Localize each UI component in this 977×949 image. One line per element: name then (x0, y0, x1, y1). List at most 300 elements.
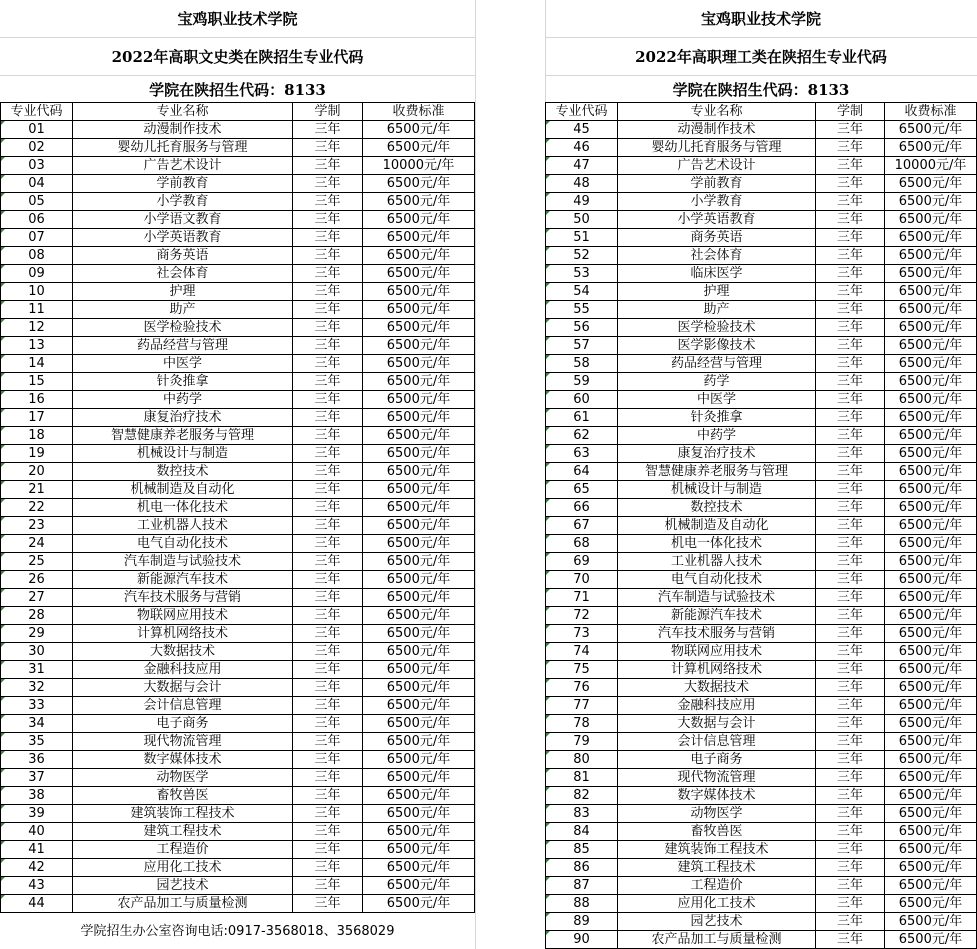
table-row (546, 373, 977, 391)
code-cell: 64 (546, 463, 618, 481)
table-row (1, 625, 475, 643)
table-row (546, 679, 977, 697)
duration-cell: 三年 (293, 571, 363, 589)
fee-cell: 6500元/年 (885, 121, 977, 139)
sheet-subtitle: 2022年高职文史类在陕招生专业代码 (0, 38, 475, 76)
table-row (1, 319, 475, 337)
code-cell: 51 (546, 229, 618, 247)
code-cell: 65 (546, 481, 618, 499)
code-cell: 11 (1, 301, 73, 319)
duration-cell: 三年 (293, 121, 363, 139)
fee-cell: 6500元/年 (885, 175, 977, 193)
fee-cell: 6500元/年 (363, 355, 475, 373)
table-row (546, 319, 977, 337)
code-cell: 33 (1, 697, 73, 715)
fee-cell: 6500元/年 (363, 805, 475, 823)
code-cell: 36 (1, 751, 73, 769)
table-row (1, 859, 475, 877)
duration-cell: 三年 (293, 229, 363, 247)
major-name-cell: 社会体育 (618, 247, 816, 265)
code-cell: 23 (1, 517, 73, 535)
duration-cell: 三年 (293, 733, 363, 751)
code-cell: 42 (1, 859, 73, 877)
code-cell: 34 (1, 715, 73, 733)
major-name-cell: 动漫制作技术 (73, 121, 293, 139)
table-row (546, 697, 977, 715)
duration-cell: 三年 (816, 193, 885, 211)
fee-cell: 6500元/年 (885, 265, 977, 283)
duration-cell: 三年 (816, 931, 885, 949)
duration-cell: 三年 (293, 373, 363, 391)
major-name-cell: 数控技术 (618, 499, 816, 517)
fee-cell: 6500元/年 (885, 283, 977, 301)
major-name-cell: 中药学 (618, 427, 816, 445)
table-row (1, 265, 475, 283)
table-row (1, 571, 475, 589)
table-row (546, 553, 977, 571)
table-row (1, 247, 475, 265)
code-cell: 62 (546, 427, 618, 445)
major-name-cell: 助产 (73, 301, 293, 319)
fee-cell: 6500元/年 (885, 679, 977, 697)
duration-cell: 三年 (816, 139, 885, 157)
fee-cell: 6500元/年 (363, 265, 475, 283)
major-name-cell: 计算机网络技术 (73, 625, 293, 643)
code-cell: 25 (1, 553, 73, 571)
duration-cell: 三年 (816, 553, 885, 571)
table-row (546, 229, 977, 247)
major-name-cell: 小学教育 (73, 193, 293, 211)
major-name-cell: 农产品加工与质量检测 (618, 931, 816, 949)
duration-cell: 三年 (816, 805, 885, 823)
duration-cell: 三年 (816, 859, 885, 877)
fee-cell: 6500元/年 (363, 661, 475, 679)
major-name-cell: 助产 (618, 301, 816, 319)
major-name-cell: 康复治疗技术 (618, 445, 816, 463)
duration-cell: 三年 (293, 319, 363, 337)
table-row (1, 679, 475, 697)
table-row (546, 265, 977, 283)
major-name-cell: 新能源汽车技术 (73, 571, 293, 589)
fee-cell: 6500元/年 (363, 427, 475, 445)
code-cell: 01 (1, 121, 73, 139)
fee-cell: 6500元/年 (885, 355, 977, 373)
table-row (1, 517, 475, 535)
major-name-cell: 广告艺术设计 (618, 157, 816, 175)
code-cell: 57 (546, 337, 618, 355)
duration-cell: 三年 (293, 769, 363, 787)
table-row (546, 193, 977, 211)
duration-cell: 三年 (816, 499, 885, 517)
code-cell: 46 (546, 139, 618, 157)
code-cell: 05 (1, 193, 73, 211)
duration-cell: 三年 (293, 211, 363, 229)
duration-cell: 三年 (816, 589, 885, 607)
major-name-cell: 大数据技术 (618, 679, 816, 697)
major-name-cell: 数控技术 (73, 463, 293, 481)
code-cell: 67 (546, 517, 618, 535)
duration-cell: 三年 (816, 463, 885, 481)
table-row (546, 121, 977, 139)
code-cell: 21 (1, 481, 73, 499)
duration-cell: 三年 (816, 373, 885, 391)
major-name-cell: 工程造价 (618, 877, 816, 895)
code-cell: 52 (546, 247, 618, 265)
duration-cell: 三年 (293, 517, 363, 535)
major-name-cell: 广告艺术设计 (73, 157, 293, 175)
code-cell: 80 (546, 751, 618, 769)
major-name-cell: 机电一体化技术 (618, 535, 816, 553)
code-cell: 29 (1, 625, 73, 643)
duration-cell: 三年 (816, 571, 885, 589)
code-cell: 66 (546, 499, 618, 517)
duration-cell: 三年 (293, 895, 363, 913)
table-row (1, 175, 475, 193)
fee-cell: 6500元/年 (363, 373, 475, 391)
table-row (1, 877, 475, 895)
duration-cell: 三年 (293, 139, 363, 157)
code-cell: 24 (1, 535, 73, 553)
table-row (1, 427, 475, 445)
duration-cell: 三年 (816, 643, 885, 661)
code-cell: 82 (546, 787, 618, 805)
table-row (1, 535, 475, 553)
header-duration: 学制 (816, 103, 885, 121)
duration-cell: 三年 (816, 427, 885, 445)
code-cell: 28 (1, 607, 73, 625)
fee-cell: 6500元/年 (363, 751, 475, 769)
fee-cell: 6500元/年 (885, 193, 977, 211)
duration-cell: 三年 (293, 697, 363, 715)
major-name-cell: 应用化工技术 (618, 895, 816, 913)
table-row (546, 589, 977, 607)
duration-cell: 三年 (816, 679, 885, 697)
school-title: 宝鸡职业技术学院 (0, 0, 475, 38)
major-name-cell: 机械设计与制造 (618, 481, 816, 499)
fee-cell: 6500元/年 (885, 427, 977, 445)
table-row (546, 751, 977, 769)
table-row (1, 121, 475, 139)
major-name-cell: 金融科技应用 (618, 697, 816, 715)
duration-cell: 三年 (816, 769, 885, 787)
fee-cell: 6500元/年 (363, 517, 475, 535)
code-cell: 37 (1, 769, 73, 787)
duration-cell: 三年 (293, 589, 363, 607)
major-name-cell: 汽车技术服务与营销 (73, 589, 293, 607)
code-cell: 88 (546, 895, 618, 913)
major-name-cell: 畜牧兽医 (73, 787, 293, 805)
code-cell: 39 (1, 805, 73, 823)
major-name-cell: 物联网应用技术 (618, 643, 816, 661)
code-cell: 74 (546, 643, 618, 661)
table-row (1, 157, 475, 175)
code-cell: 13 (1, 337, 73, 355)
table-row (546, 409, 977, 427)
table-row (546, 445, 977, 463)
fee-cell: 6500元/年 (885, 787, 977, 805)
table-row (546, 895, 977, 913)
fee-cell: 6500元/年 (363, 733, 475, 751)
fee-cell: 6500元/年 (363, 463, 475, 481)
fee-cell: 6500元/年 (363, 193, 475, 211)
fee-cell: 6500元/年 (885, 391, 977, 409)
code-cell: 49 (546, 193, 618, 211)
code-cell: 40 (1, 823, 73, 841)
fee-cell: 6500元/年 (363, 139, 475, 157)
duration-cell: 三年 (293, 337, 363, 355)
code-cell: 75 (546, 661, 618, 679)
duration-cell: 三年 (293, 607, 363, 625)
major-name-cell: 工业机器人技术 (73, 517, 293, 535)
code-cell: 90 (546, 931, 618, 949)
major-name-cell: 金融科技应用 (73, 661, 293, 679)
major-name-cell: 建筑工程技术 (618, 859, 816, 877)
major-name-cell: 汽车制造与试验技术 (618, 589, 816, 607)
duration-cell: 三年 (816, 211, 885, 229)
major-name-cell: 动物医学 (73, 769, 293, 787)
fee-cell: 6500元/年 (885, 697, 977, 715)
code-cell: 71 (546, 589, 618, 607)
code-cell: 83 (546, 805, 618, 823)
major-name-cell: 园艺技术 (618, 913, 816, 931)
fee-cell: 6500元/年 (885, 841, 977, 859)
fee-cell: 6500元/年 (885, 895, 977, 913)
duration-cell: 三年 (293, 625, 363, 643)
duration-cell: 三年 (293, 859, 363, 877)
table-row (1, 409, 475, 427)
duration-cell: 三年 (293, 247, 363, 265)
major-name-cell: 大数据技术 (73, 643, 293, 661)
table-row (1, 445, 475, 463)
fee-cell: 6500元/年 (885, 499, 977, 517)
table-row (1, 481, 475, 499)
fee-cell: 6500元/年 (363, 445, 475, 463)
table-row (546, 463, 977, 481)
table-row (1, 337, 475, 355)
table-row (546, 805, 977, 823)
duration-cell: 三年 (293, 355, 363, 373)
table-row (546, 877, 977, 895)
fee-cell: 6500元/年 (363, 499, 475, 517)
major-name-cell: 建筑装饰工程技术 (73, 805, 293, 823)
table-row (546, 661, 977, 679)
fee-cell: 6500元/年 (363, 409, 475, 427)
table-row (1, 607, 475, 625)
table-row (1, 301, 475, 319)
fee-cell: 6500元/年 (363, 319, 475, 337)
major-name-cell: 针灸推拿 (618, 409, 816, 427)
duration-cell: 三年 (816, 157, 885, 175)
major-name-cell: 商务英语 (618, 229, 816, 247)
major-name-cell: 动漫制作技术 (618, 121, 816, 139)
table-row (546, 391, 977, 409)
table-row (546, 517, 977, 535)
code-cell: 41 (1, 841, 73, 859)
major-name-cell: 电子商务 (618, 751, 816, 769)
fee-cell: 6500元/年 (885, 589, 977, 607)
duration-cell: 三年 (293, 751, 363, 769)
fee-cell: 6500元/年 (363, 553, 475, 571)
code-cell: 22 (1, 499, 73, 517)
table-row (1, 895, 475, 913)
code-cell: 77 (546, 697, 618, 715)
major-name-cell: 学前教育 (73, 175, 293, 193)
contact-phone-footer: 学院招生办公室咨询电话:0917-3568018、3568029 (80, 924, 395, 939)
sheet-subtitle: 2022年高职理工类在陕招生专业代码 (545, 38, 977, 76)
table-row (546, 931, 977, 949)
table-row (546, 283, 977, 301)
code-cell: 35 (1, 733, 73, 751)
major-name-cell: 临床医学 (618, 265, 816, 283)
duration-cell: 三年 (816, 283, 885, 301)
code-cell: 31 (1, 661, 73, 679)
fee-cell: 6500元/年 (885, 643, 977, 661)
code-cell: 60 (546, 391, 618, 409)
code-cell: 27 (1, 589, 73, 607)
duration-cell: 三年 (293, 175, 363, 193)
major-name-cell: 医学检验技术 (73, 319, 293, 337)
major-name-cell: 大数据与会计 (73, 679, 293, 697)
table-row (546, 247, 977, 265)
duration-cell: 三年 (293, 715, 363, 733)
fee-cell: 6500元/年 (885, 715, 977, 733)
code-cell: 32 (1, 679, 73, 697)
major-name-cell: 药学 (618, 373, 816, 391)
fee-cell: 6500元/年 (363, 571, 475, 589)
table-row (1, 643, 475, 661)
duration-cell: 三年 (816, 733, 885, 751)
major-name-cell: 畜牧兽医 (618, 823, 816, 841)
fee-cell: 6500元/年 (885, 373, 977, 391)
code-cell: 59 (546, 373, 618, 391)
table-row (546, 175, 977, 193)
major-name-cell: 电气自动化技术 (618, 571, 816, 589)
major-name-cell: 会计信息管理 (73, 697, 293, 715)
code-cell: 56 (546, 319, 618, 337)
major-name-cell: 计算机网络技术 (618, 661, 816, 679)
table-row (546, 211, 977, 229)
fee-cell: 6500元/年 (885, 229, 977, 247)
table-row (1, 841, 475, 859)
code-cell: 10 (1, 283, 73, 301)
header-fee: 收费标准 (885, 103, 977, 121)
table-row (1, 751, 475, 769)
code-cell: 87 (546, 877, 618, 895)
major-name-cell: 小学教育 (618, 193, 816, 211)
major-code-table (0, 102, 475, 913)
code-cell: 61 (546, 409, 618, 427)
major-name-cell: 大数据与会计 (618, 715, 816, 733)
major-name-cell: 现代物流管理 (73, 733, 293, 751)
fee-cell: 6500元/年 (363, 391, 475, 409)
major-name-cell: 机械制造及自动化 (73, 481, 293, 499)
code-cell: 63 (546, 445, 618, 463)
header-fee: 收费标准 (363, 103, 475, 121)
code-cell: 14 (1, 355, 73, 373)
fee-cell: 6500元/年 (885, 337, 977, 355)
school-title: 宝鸡职业技术学院 (545, 0, 977, 38)
table-row (546, 823, 977, 841)
fee-cell: 6500元/年 (363, 877, 475, 895)
major-name-cell: 农产品加工与质量检测 (73, 895, 293, 913)
table-row (1, 373, 475, 391)
table-row (1, 697, 475, 715)
header-code: 专业代码 (546, 103, 618, 121)
code-cell: 08 (1, 247, 73, 265)
major-name-cell: 建筑工程技术 (73, 823, 293, 841)
fee-cell: 6500元/年 (363, 337, 475, 355)
major-name-cell: 数字媒体技术 (73, 751, 293, 769)
table-row (546, 571, 977, 589)
duration-cell: 三年 (816, 823, 885, 841)
duration-cell: 三年 (816, 877, 885, 895)
code-cell: 30 (1, 643, 73, 661)
table-row (546, 337, 977, 355)
fee-cell: 6500元/年 (885, 805, 977, 823)
fee-cell: 6500元/年 (885, 247, 977, 265)
major-name-cell: 电子商务 (73, 715, 293, 733)
fee-cell: 6500元/年 (885, 661, 977, 679)
code-cell: 09 (1, 265, 73, 283)
major-name-cell: 小学英语教育 (73, 229, 293, 247)
major-name-cell: 智慧健康养老服务与管理 (73, 427, 293, 445)
table-row (546, 769, 977, 787)
code-cell: 81 (546, 769, 618, 787)
major-name-cell: 康复治疗技术 (73, 409, 293, 427)
enrollment-code-line: 学院在陕招生代码：8133 (672, 80, 850, 99)
table-row (546, 859, 977, 877)
major-name-cell: 建筑装饰工程技术 (618, 841, 816, 859)
major-name-cell: 工业机器人技术 (618, 553, 816, 571)
fee-cell: 6500元/年 (885, 301, 977, 319)
code-cell: 03 (1, 157, 73, 175)
fee-cell: 6500元/年 (885, 319, 977, 337)
duration-cell: 三年 (293, 823, 363, 841)
duration-cell: 三年 (293, 409, 363, 427)
duration-cell: 三年 (293, 679, 363, 697)
fee-cell: 6500元/年 (363, 895, 475, 913)
fee-cell: 6500元/年 (363, 769, 475, 787)
fee-cell: 6500元/年 (363, 715, 475, 733)
code-cell: 48 (546, 175, 618, 193)
fee-cell: 6500元/年 (885, 733, 977, 751)
duration-cell: 三年 (293, 841, 363, 859)
major-name-cell: 护理 (618, 283, 816, 301)
duration-cell: 三年 (293, 283, 363, 301)
duration-cell: 三年 (816, 787, 885, 805)
duration-cell: 三年 (293, 427, 363, 445)
fee-cell: 6500元/年 (885, 139, 977, 157)
duration-cell: 三年 (293, 787, 363, 805)
major-name-cell: 中医学 (73, 355, 293, 373)
code-cell: 17 (1, 409, 73, 427)
table-row (546, 499, 977, 517)
major-name-cell: 现代物流管理 (618, 769, 816, 787)
duration-cell: 三年 (293, 391, 363, 409)
fee-cell: 6500元/年 (885, 625, 977, 643)
fee-cell: 6500元/年 (885, 931, 977, 949)
major-name-cell: 汽车制造与试验技术 (73, 553, 293, 571)
fee-cell: 6500元/年 (363, 301, 475, 319)
table-row (1, 463, 475, 481)
code-cell: 89 (546, 913, 618, 931)
code-cell: 53 (546, 265, 618, 283)
fee-cell: 6500元/年 (363, 607, 475, 625)
fee-cell: 6500元/年 (363, 229, 475, 247)
fee-cell: 6500元/年 (885, 553, 977, 571)
major-name-cell: 婴幼儿托育服务与管理 (73, 139, 293, 157)
table-row (546, 535, 977, 553)
